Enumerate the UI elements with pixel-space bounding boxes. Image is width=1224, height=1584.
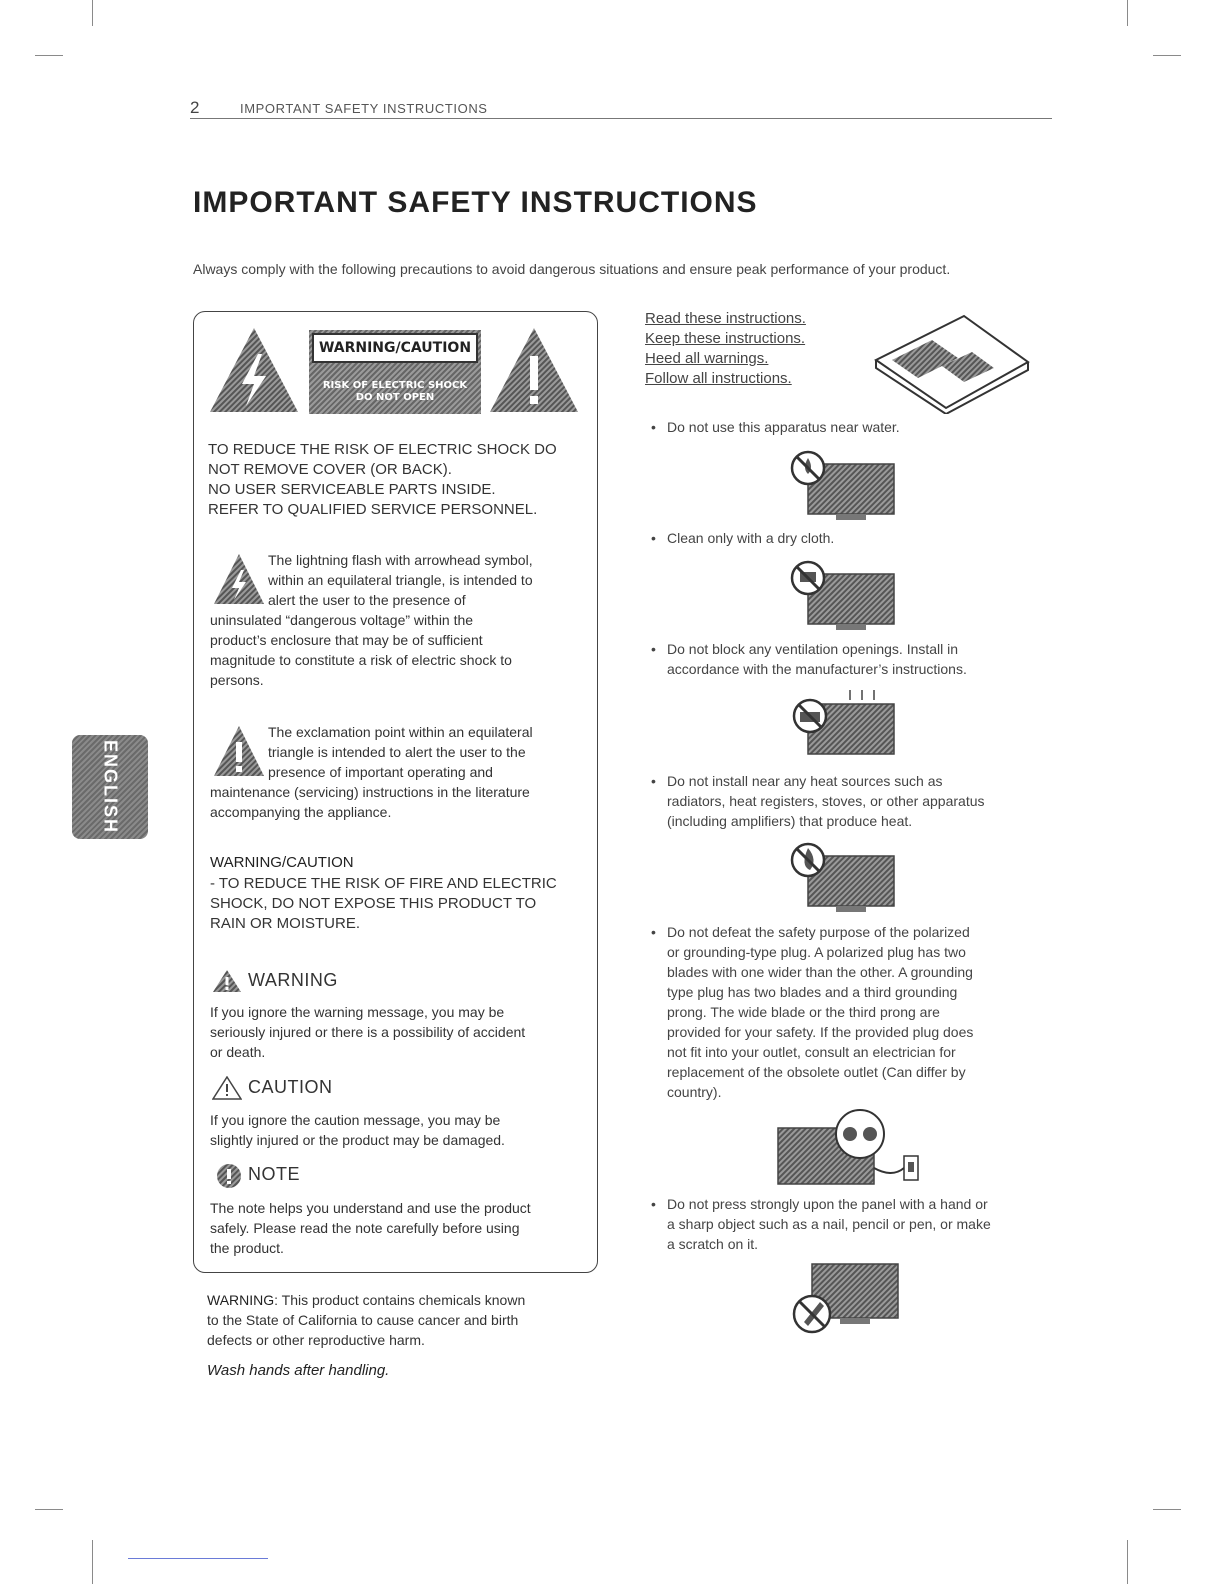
bullet-dot: • <box>651 419 656 435</box>
warning-caution-label <box>309 330 481 414</box>
prop65-label: WARNING <box>207 1292 275 1308</box>
caution-icon <box>212 1076 242 1100</box>
caution-heading: CAUTION <box>248 1077 333 1097</box>
water-warning-illustration <box>790 450 900 529</box>
language-tab-label: ENGLISH <box>100 739 121 835</box>
wash-hands-note: Wash hands after handling. <box>207 1362 390 1379</box>
bullet-item: • Do not defeat the safety purpose of the polarized or grounding-type plug. A polarized plug has two blades with one wider than the other. A grounding type plug has two blades and a third grounding prong. The wide blade or the third prong are provided for your safety. If the provided plug does not fit into your outlet, consult an electrician for replacement of the obsolete outlet (Can differ by country). <box>651 924 974 1100</box>
crop-mark <box>1153 1509 1181 1510</box>
crop-mark <box>92 0 93 26</box>
instruction-item: Keep these instructions. <box>645 330 806 347</box>
label-top: WARNING/CAUTION <box>312 333 478 363</box>
header-rule <box>190 118 1052 119</box>
bullet-item: • Do not block any ventilation openings. Install in accordance with the manufacturer’s instructions. <box>651 641 967 677</box>
ventilation-illustration <box>790 688 900 767</box>
warning-text: If you ignore the warning message, you may be seriously injured or there is a possibility of accident or death. <box>210 1004 526 1060</box>
crop-mark <box>1153 55 1181 56</box>
bullet-dot: • <box>651 530 656 546</box>
exclamation-description-lead: The exclamation point within an equilateral triangle is intended to alert the user to the presence of important operating and <box>268 724 533 780</box>
instruction-item: Follow all instructions. <box>645 370 792 387</box>
footer-rule <box>128 1558 268 1559</box>
bullet-item: • Do not install near any heat sources such as radiators, heat registers, stoves, or other apparatus (including amplifiers) that produce heat. <box>651 773 985 829</box>
warning-heading: WARNING <box>248 970 338 990</box>
manual-book-icon <box>872 310 1032 414</box>
instruction-item: Heed all warnings. <box>645 350 769 367</box>
bullet-item: • Do not press strongly upon the panel with a hand or a sharp object such as a nail, pencil or pen, or make a scratch on it. <box>651 1196 991 1252</box>
panel-pressure-illustration <box>790 1262 902 1343</box>
language-tab <box>72 735 148 839</box>
label-do-not-open: DO NOT OPEN <box>355 392 435 403</box>
page-number: 2 <box>190 98 200 117</box>
caution-text: If you ignore the caution message, you may be slightly injured or the product may be damaged. <box>210 1112 505 1148</box>
label-risk-line: RISK OF ELECTRIC SHOCK <box>322 380 468 391</box>
dry-cloth-illustration <box>790 560 900 639</box>
exclamation-description: maintenance (servicing) instructions in the literature accompanying the appliance. <box>210 784 530 820</box>
instruction-list <box>645 309 806 389</box>
polarized-plug-illustration <box>774 1108 934 1197</box>
intro-text: Always comply with the following precautions to avoid dangerous situations and ensure peak performance of your product. <box>193 261 951 277</box>
bullet-dot: • <box>651 641 656 657</box>
warning-icon <box>212 969 242 993</box>
running-header: IMPORTANT SAFETY INSTRUCTIONS <box>240 101 488 116</box>
lightning-description: uninsulated “dangerous voltage” within the product’s enclosure that may be of sufficient magnitude to constitute a risk of electric shock to persons. <box>210 612 512 688</box>
fire-warning-text: - TO REDUCE THE RISK OF FIRE AND ELECTRIC SHOCK, DO NOT EXPOSE THIS PRODUCT TO RAIN OR MOISTURE. <box>210 875 557 932</box>
exclamation-symbol-icon <box>212 724 266 778</box>
instruction-item: Read these instructions. <box>645 310 806 327</box>
bullet-dot: • <box>651 924 656 940</box>
crop-mark <box>92 1540 93 1584</box>
lightning-triangle-icon <box>208 326 300 414</box>
page-title: IMPORTANT SAFETY INSTRUCTIONS <box>193 186 758 219</box>
bullet-item: • Clean only with a dry cloth. <box>651 530 835 546</box>
fire-warning-heading: WARNING/CAUTION <box>210 854 354 871</box>
exclamation-triangle-icon <box>488 326 580 414</box>
bullet-dot: • <box>651 773 656 789</box>
note-heading: NOTE <box>248 1164 301 1184</box>
bullet-dot: • <box>651 1196 656 1212</box>
shock-warning-text: TO REDUCE THE RISK OF ELECTRIC SHOCK DO NOT REMOVE COVER (OR BACK). NO USER SERVICEABLE PARTS INSIDE. REFER TO QUALIFIED SERVICE PERSONNEL. <box>208 441 557 518</box>
prop65-warning: WARNING: This product contains chemicals known to the State of California to cause cancer and birth defects or other reproductive harm. <box>207 1292 526 1348</box>
heat-source-illustration <box>790 842 900 921</box>
crop-mark <box>1127 0 1128 26</box>
crop-mark <box>1127 1540 1128 1584</box>
crop-mark <box>35 1509 63 1510</box>
note-icon <box>216 1163 242 1189</box>
note-text: The note helps you understand and use the product safely. Please read the note carefully before using the product. <box>210 1200 531 1256</box>
lightning-symbol-icon <box>212 552 266 606</box>
lightning-description-lead: The lightning flash with arrowhead symbol, within an equilateral triangle, is intended to alert the user to the presence of <box>268 552 533 608</box>
bullet-item: • Do not use this apparatus near water. <box>651 419 900 435</box>
crop-mark <box>35 55 63 56</box>
